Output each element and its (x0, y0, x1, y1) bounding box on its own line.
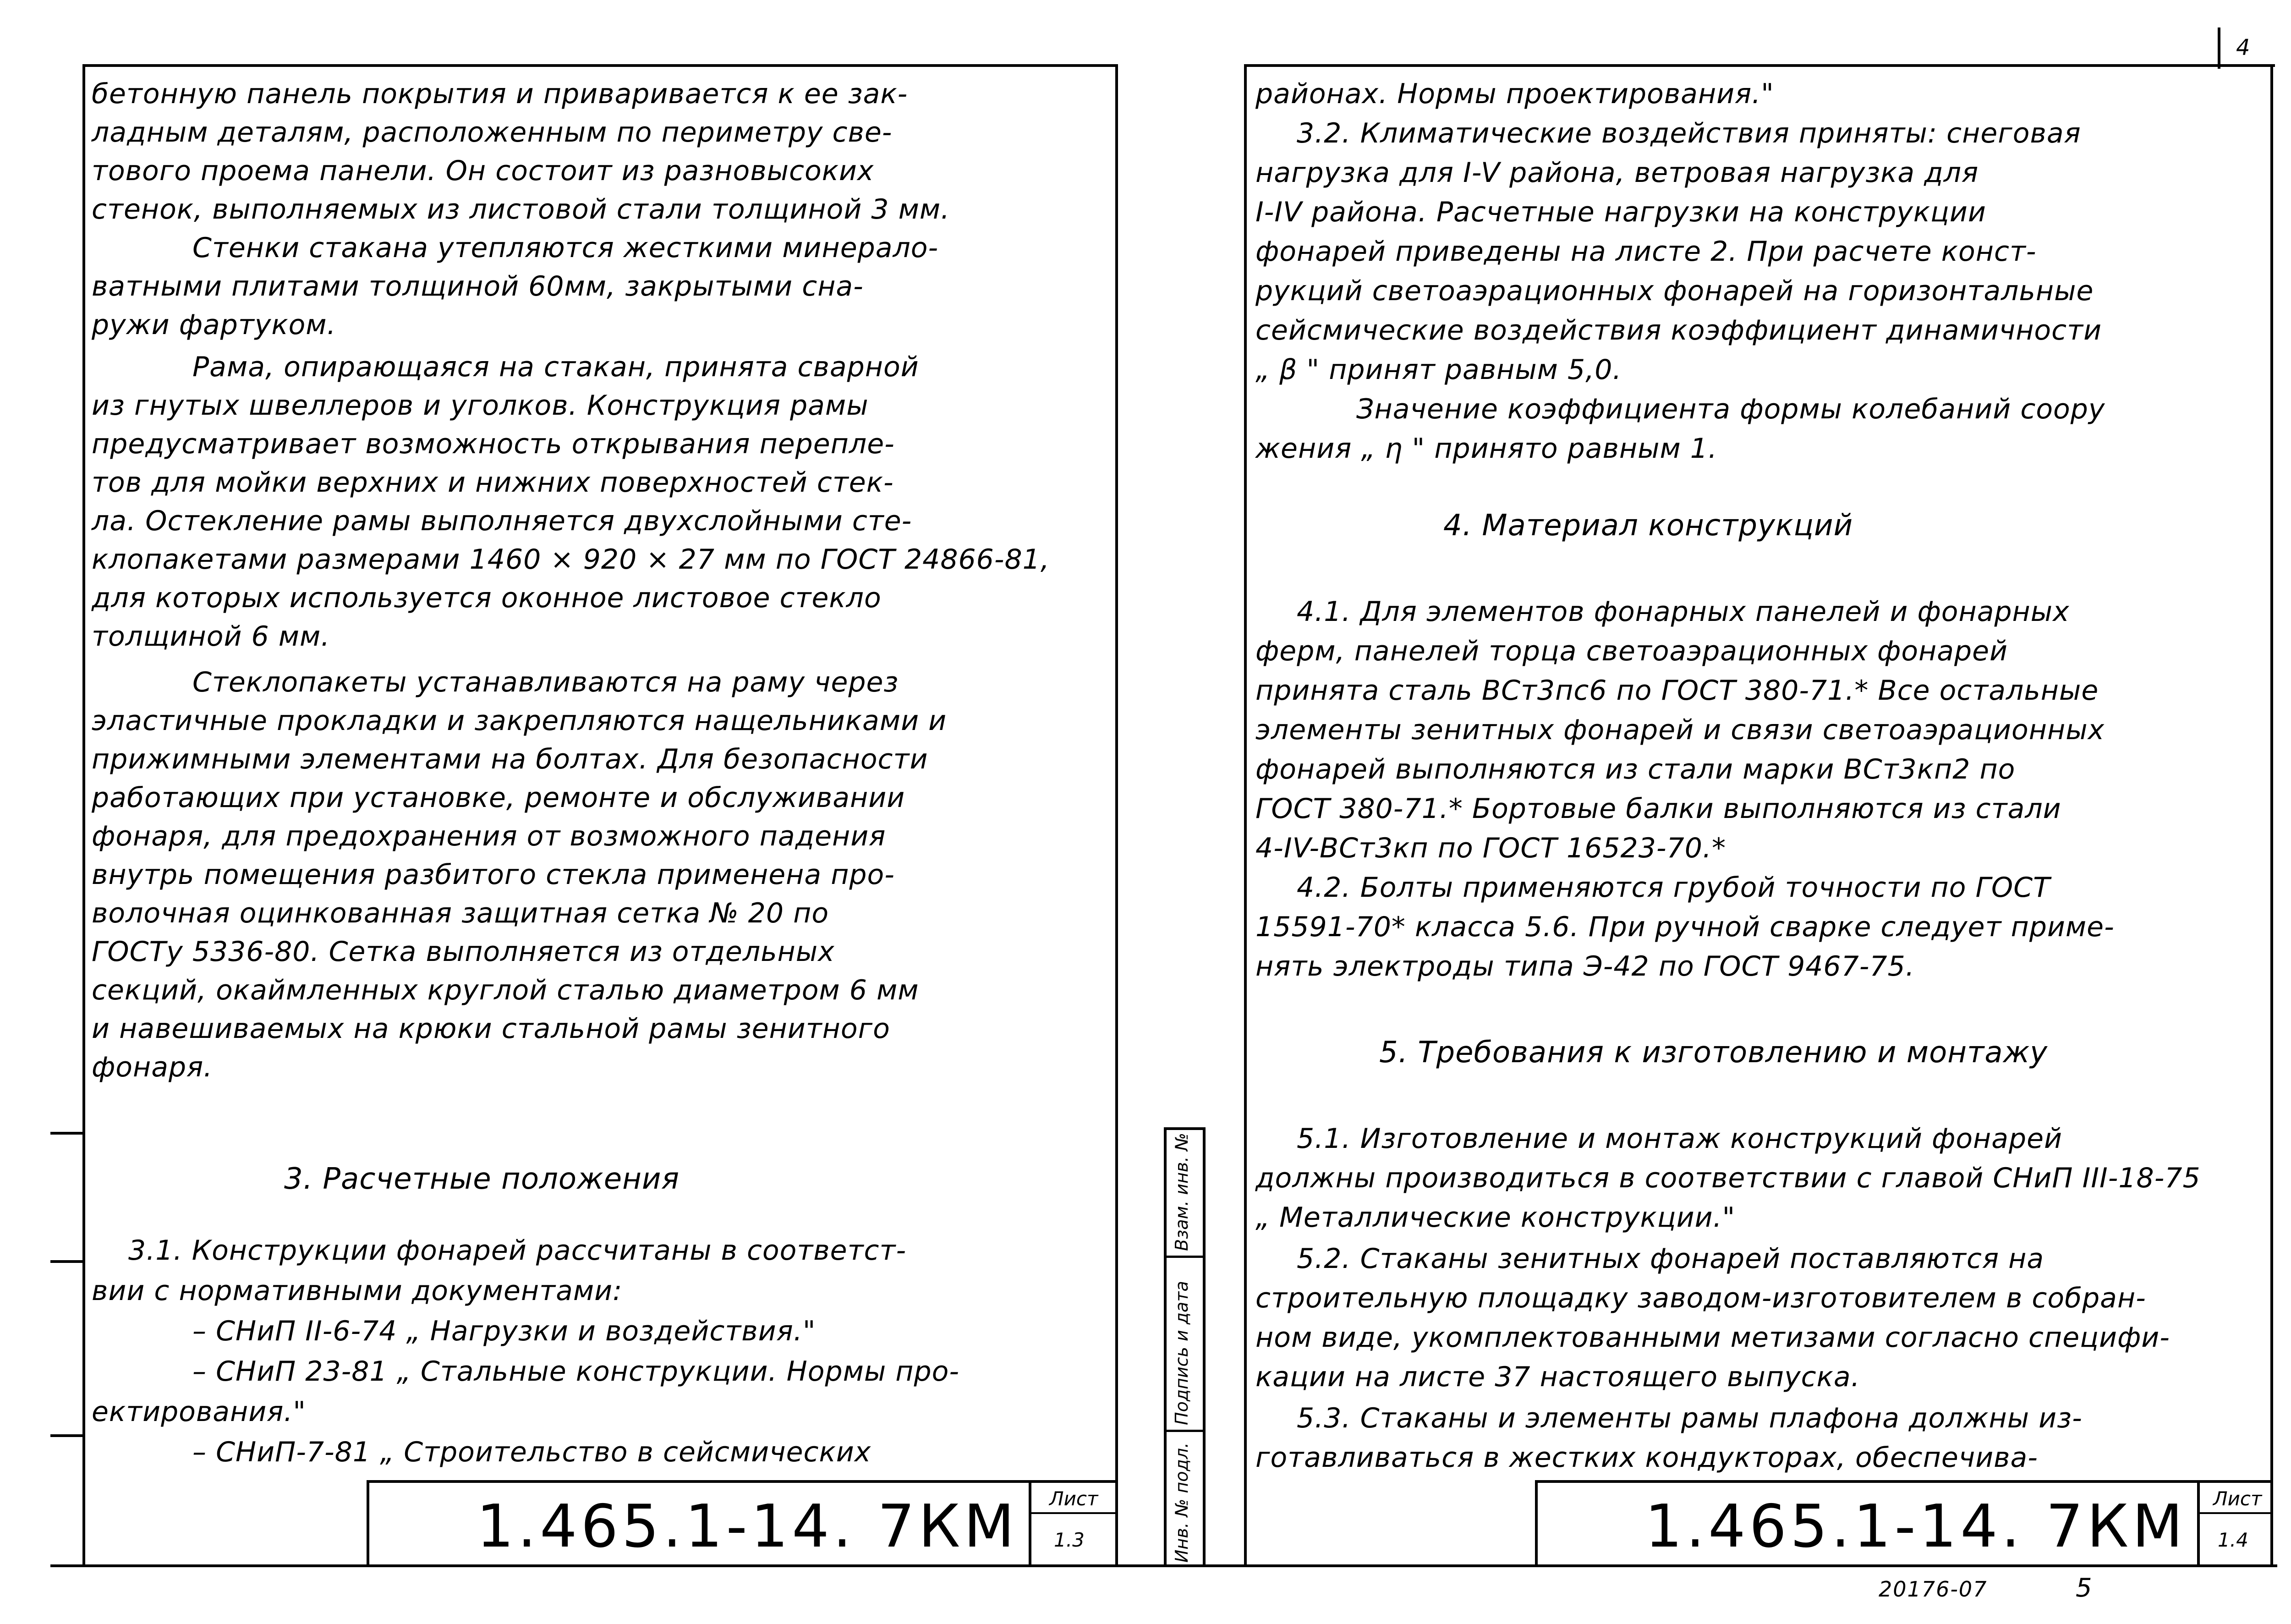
text-line: ружи фартуком. (92, 309, 336, 341)
text-line: работающих при установке, ремонте и обслуживании (92, 782, 905, 814)
text-line: прижимными элементами на болтах. Для безопасности (92, 743, 928, 775)
text-line: готавливаться в жестких кондукторах, обеспечива- (1255, 1442, 2038, 1474)
left-sheet-number: 1.3 (1054, 1529, 1085, 1551)
text-line: 15591-70* класса 5.6. При ручной сварке следует приме- (1255, 911, 2115, 943)
section-heading-5: 5. Требования к изготовлению и монтажу (1379, 1036, 2048, 1070)
text-line: секций, окаймленных круглой сталью диаметром 6 мм (92, 974, 919, 1006)
section-heading-4: 4. Материал конструкций (1443, 509, 1853, 543)
side-stamp-split (1164, 1256, 1205, 1258)
left-stamp-sheet-divider (1029, 1480, 1031, 1567)
text-line: ектирования." (92, 1396, 307, 1428)
side-stamp-replace-inv: Взам. инв. № (1172, 1132, 1192, 1251)
text-line: нагрузка для I-V района, ветровая нагрузка для (1255, 157, 1979, 189)
side-stamp-box-right (1203, 1127, 1206, 1567)
text-line: тов для мойки верхних и нижних поверхностей стек- (92, 466, 894, 499)
right-stamp-sheet-split (2197, 1512, 2273, 1514)
text-line: ном виде, укомплектованными метизами согласно специфи- (1255, 1322, 2170, 1354)
text-line: ладным деталям, расположенным по периметру све- (92, 116, 893, 148)
side-stamp-split (1164, 1430, 1205, 1432)
right-stamp-left (1535, 1480, 1538, 1567)
text-line: бетонную панель покрытия и приваривается к ее зак- (92, 78, 908, 110)
text-line: ГОСТу 5336-80. Сетка выполняется из отдельных (92, 936, 835, 968)
text-line: Значение коэффициента формы колебаний соору (1356, 393, 2105, 425)
text-line: 4-IV-ВСт3кп по ГОСТ 16523-70.* (1255, 832, 1726, 864)
text-line: тового проема панели. Он состоит из разновысоких (92, 155, 874, 187)
left-frame-right (1115, 64, 1118, 1567)
side-stamp-box (1164, 1127, 1167, 1567)
page-number-top: 4 (2236, 35, 2251, 60)
text-line: строительную площадку заводом-изготовителем в собран- (1255, 1282, 2146, 1314)
right-frame-top (1244, 64, 2275, 67)
right-frame-left (1244, 64, 1247, 1567)
text-line: 5.1. Изготовление и монтаж конструкций фонарей (1297, 1123, 2063, 1155)
text-line: нять электроды типа Э-42 по ГОСТ 9467-75. (1255, 950, 1915, 982)
left-stamp-top (367, 1480, 1118, 1483)
left-frame-left (82, 64, 85, 1567)
text-line: для которых используется оконное листовое стекло (92, 582, 882, 614)
text-line: сейсмические воздействия коэффициент динамичности (1255, 314, 2102, 346)
text-line: 3.2. Климатические воздействия приняты: снеговая (1297, 117, 2081, 149)
text-line: фонаря, для предохранения от возможного падения (92, 820, 886, 852)
text-line: „ β " принят равным 5,0. (1255, 354, 1622, 386)
text-line: – СНиП II-6-74 „ Нагрузки и воздействия." (192, 1315, 816, 1347)
text-line: Стенки стакана утепляются жесткими минерало- (192, 232, 939, 264)
text-line: фонарей приведены на листе 2. При расчете конст- (1255, 236, 2037, 268)
text-line: ферм, панелей торца светоаэрационных фонарей (1255, 635, 2008, 667)
margin-tick (50, 1132, 85, 1135)
text-line: рукций светоаэрационных фонарей на горизонтальные (1255, 275, 2094, 307)
side-stamp-signature-date: Подпись и дата (1172, 1281, 1192, 1425)
right-text-column (1255, 78, 2264, 1474)
text-line: должны производиться в соответствии с главой СНиП III-18-75 (1255, 1162, 2201, 1194)
text-line: фонарей выполняются из стали марки ВСт3кп2 по (1255, 753, 2016, 785)
left-text-column (92, 78, 1109, 1468)
text-line: ватными плитами толщиной 60мм, закрытыми сна- (92, 270, 864, 302)
archive-number: 20176-07 (1879, 1577, 1988, 1602)
text-line: Рама, опирающаяся на стакан, принята сварной (192, 351, 919, 383)
margin-tick (50, 1434, 85, 1437)
text-line: элементы зенитных фонарей и связи светоаэрационных (1255, 714, 2105, 746)
right-document-code: 1.465.1-14. 7КМ (1645, 1492, 2187, 1561)
text-line: принята сталь ВСт3пс6 по ГОСТ 380-71.* Все остальные (1255, 675, 2099, 707)
text-line: районах. Нормы проектирования." (1255, 78, 1774, 110)
text-line: внутрь помещения разбитого стекла применена про- (92, 859, 895, 891)
text-line: вии с нормативными документами: (92, 1275, 623, 1307)
top-right-mark-line (2218, 27, 2220, 69)
text-line: кации на листе 37 настоящего выпуска. (1255, 1361, 1860, 1393)
text-line: клопакетами размерами 1460 × 920 × 27 мм по ГОСТ 24866-81, (92, 543, 1050, 576)
left-stamp-sheet-split (1029, 1512, 1118, 1514)
left-frame-top (82, 64, 1118, 67)
text-line: – СНиП-7-81 „ Строительство в сейсмических (192, 1436, 871, 1468)
text-line: I-IV района. Расчетные нагрузки на конструкции (1255, 196, 1986, 228)
side-stamp-top (1164, 1127, 1205, 1130)
text-line: жения „ η " принято равным 1. (1255, 433, 1718, 465)
right-stamp-top (1535, 1480, 2273, 1483)
text-line: ГОСТ 380-71.* Бортовые балки выполняются из стали (1255, 793, 2061, 825)
text-line: стенок, выполняемых из листовой стали толщиной 3 мм. (92, 193, 950, 225)
text-line: – СНиП 23-81 „ Стальные конструкции. Нормы про- (192, 1355, 959, 1388)
right-frame-right (2270, 64, 2273, 1567)
left-sheet-label: Лист (1049, 1487, 1098, 1510)
text-line: 3.1. Конструкции фонарей рассчитаны в соответст- (128, 1234, 907, 1267)
right-sheet-number: 1.4 (2218, 1529, 2248, 1551)
section-heading-3: 3. Расчетные положения (284, 1162, 680, 1196)
text-line: толщиной 6 мм. (92, 620, 330, 653)
text-line: из гнутых швеллеров и уголков. Конструкция рамы (92, 390, 869, 422)
text-line: „ Металлические конструкции." (1255, 1202, 1736, 1234)
left-stamp-left (367, 1480, 369, 1567)
right-stamp-sheet-divider (2197, 1480, 2200, 1567)
text-line: Стеклопакеты устанавливаются на раму через (192, 666, 899, 698)
page-number-bottom: 5 (2076, 1573, 2093, 1603)
right-sheet-label: Лист (2213, 1487, 2262, 1510)
text-line: 5.3. Стаканы и элементы рамы плафона должны из- (1297, 1402, 2083, 1434)
text-line: эластичные прокладки и закрепляются нащельниками и (92, 705, 947, 737)
left-document-code: 1.465.1-14. 7КМ (477, 1492, 1018, 1561)
text-line: волочная оцинкованная защитная сетка № 20 по (92, 897, 829, 929)
text-line: 5.2. Стаканы зенитных фонарей поставляются на (1297, 1243, 2044, 1275)
text-line: 4.2. Болты применяются грубой точности по ГОСТ (1297, 872, 2050, 904)
margin-tick (50, 1260, 85, 1263)
side-stamp-inv-number: Инв. № подл. (1172, 1442, 1192, 1563)
text-line: фонаря. (92, 1051, 213, 1083)
text-line: 4.1. Для элементов фонарных панелей и фонарных (1297, 596, 2070, 628)
text-line: ла. Остекление рамы выполняется двухслойными сте- (92, 505, 912, 537)
text-line: и навешиваемых на крюки стальной рамы зенитного (92, 1013, 890, 1045)
text-line: предусматривает возможность открывания перепле- (92, 428, 895, 460)
